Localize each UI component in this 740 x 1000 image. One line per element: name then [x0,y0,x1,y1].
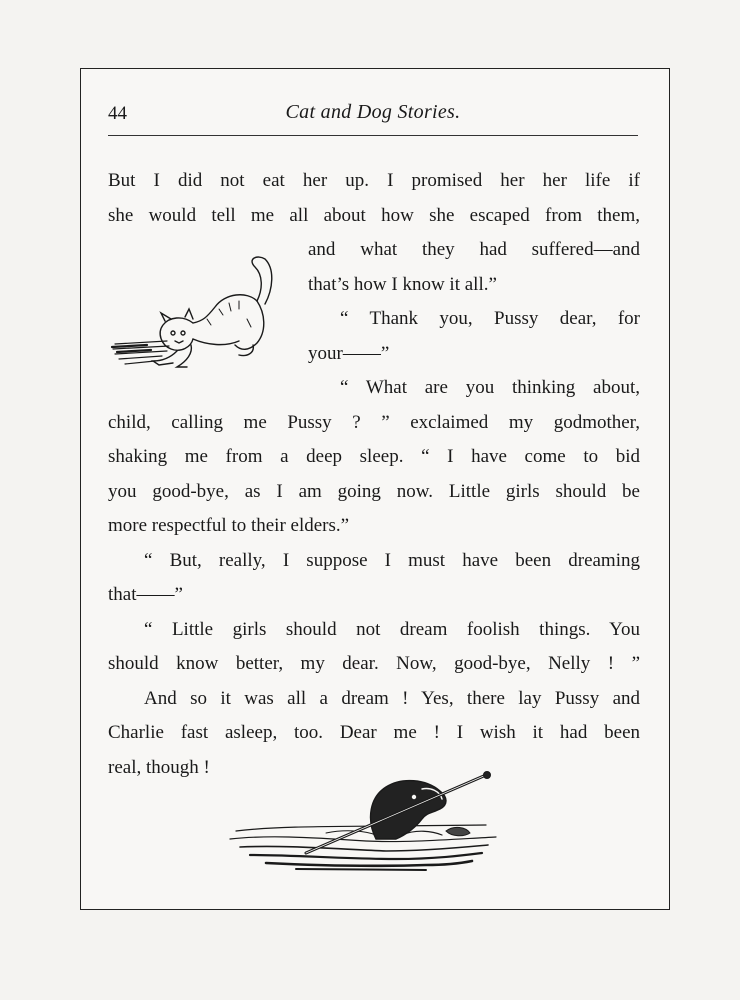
text-line: and what they had suffered—and [308,239,640,260]
text-line: she would tell me all about how she escaped from them, [108,204,640,226]
text-line: more respectful to their elders.” [108,515,350,536]
text-line: that——” [108,584,183,605]
text-line: But I did not eat her up. I promised her her life if [108,170,640,191]
text-line: “ But, really, I suppose I must have been dreaming [144,549,640,571]
text-line: “ Thank you, Pussy dear, for [340,308,640,329]
running-title: Cat and Dog Stories. [285,101,461,123]
text-line: Charlie fast asleep, too. Dear me ! I wish it had been [108,722,640,743]
text-line: shaking me from a deep sleep. “ I have come to bid [108,446,640,467]
text-line: that’s how I know it all.” [308,273,497,295]
page-header [108,99,638,136]
text-line: real, though ! [108,756,210,778]
page-frame [80,68,670,910]
text-line: “ Little girls should not dream foolish things. You [144,618,640,640]
text-line: you good-bye, as I am going now. Little girls should be [108,480,640,502]
body-text [108,164,640,785]
text-line: your——” [308,342,390,364]
page-number: 44 [108,103,127,124]
text-line: child, calling me Pussy ? ” exclaimed my godmother, [108,411,640,433]
text-line: And so it was all a dream ! Yes, there lay Pussy and [144,687,640,709]
text-line: “ What are you thinking about, [340,377,640,398]
text-line: should know better, my dear. Now, good-bye, Nelly ! ” [108,653,640,674]
